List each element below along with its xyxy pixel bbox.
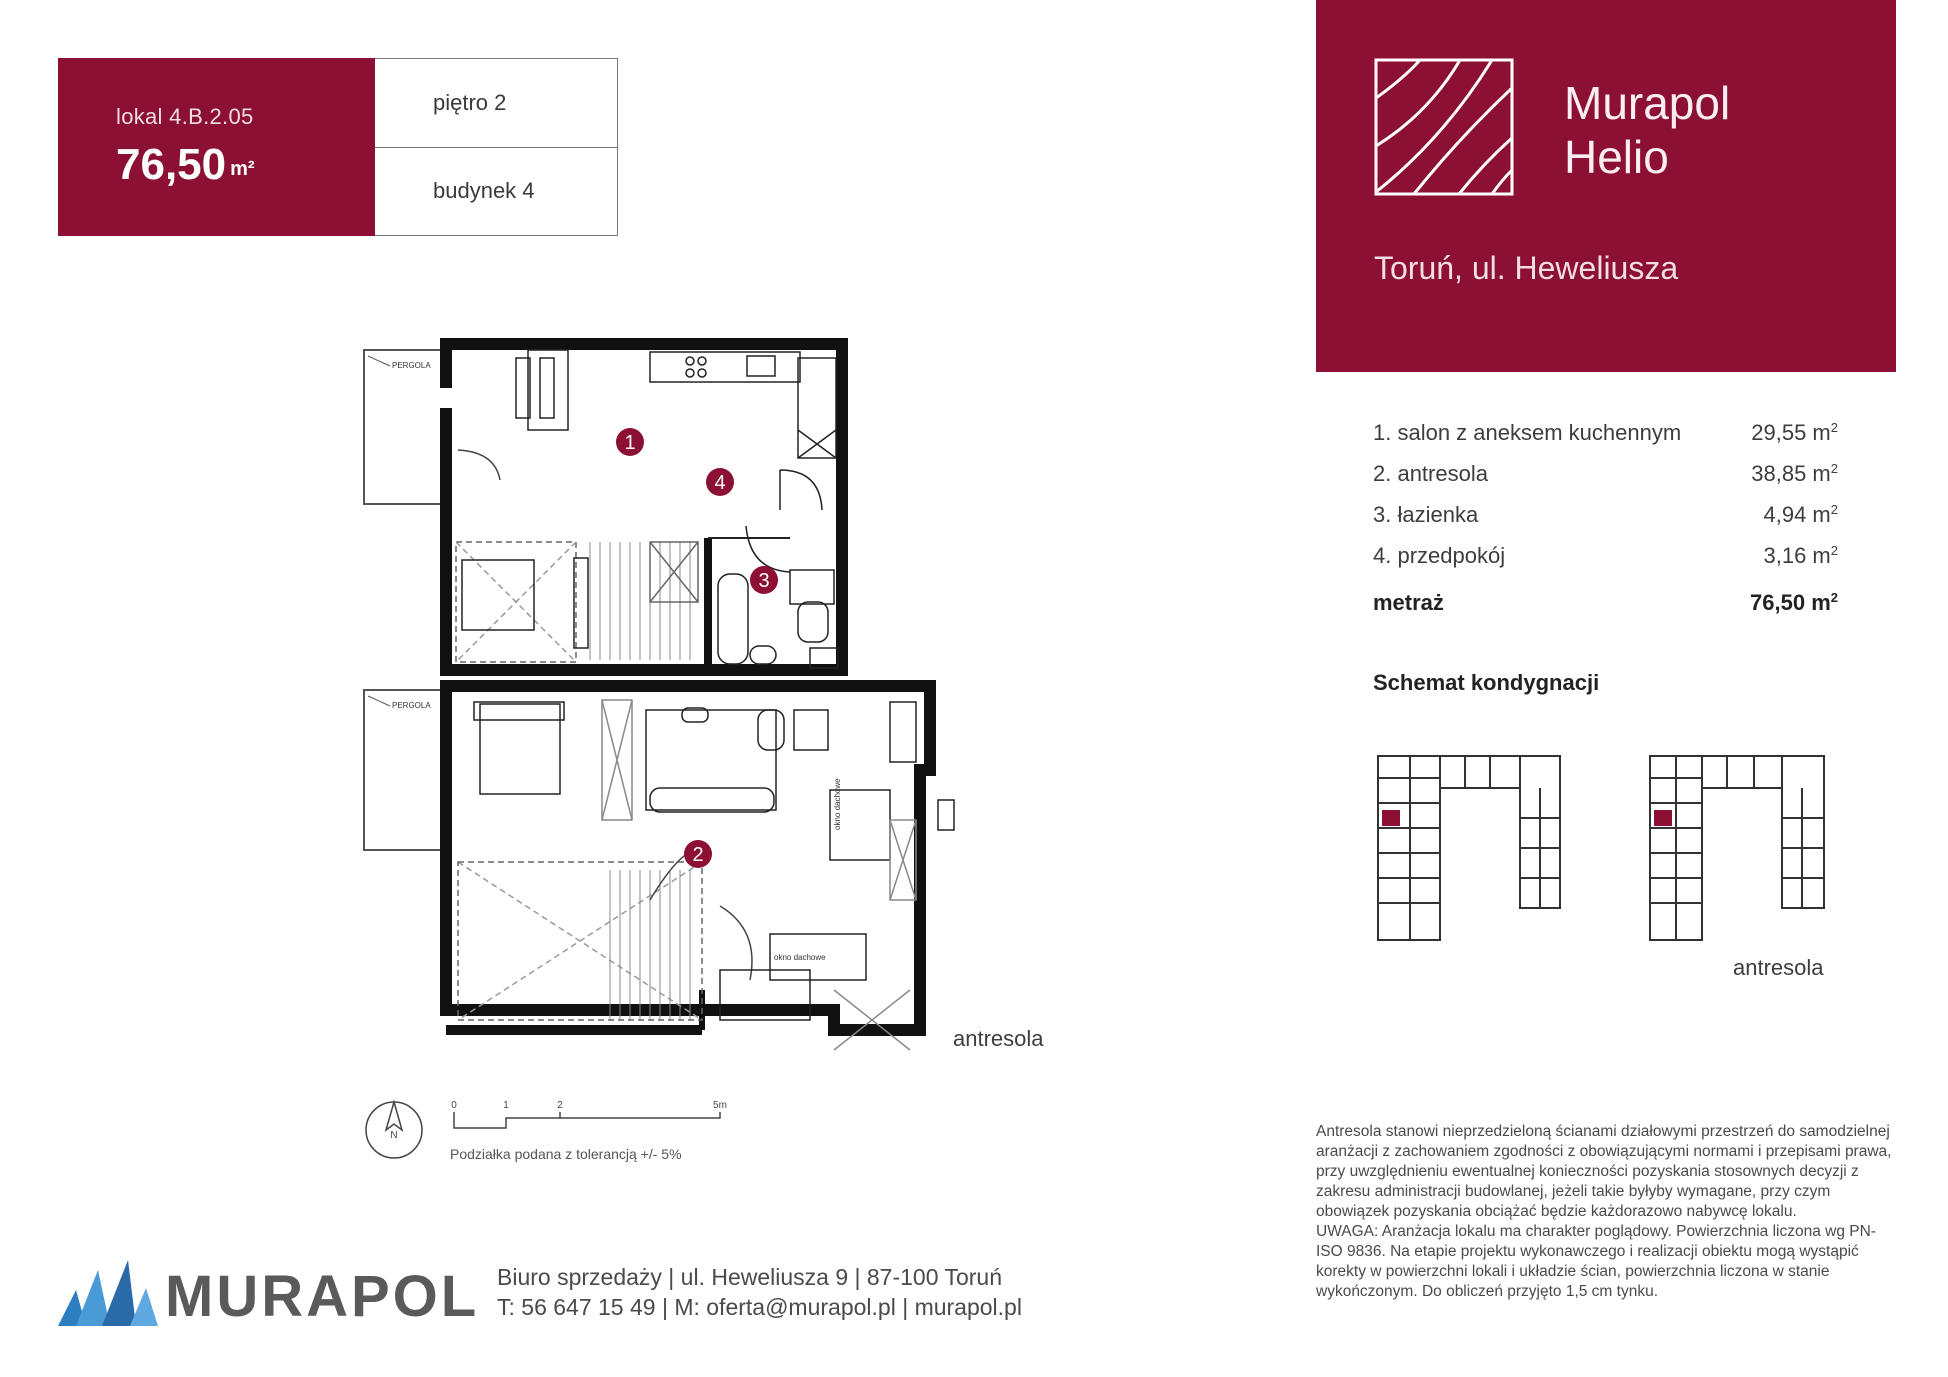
footer-brand-name: MURAPOL bbox=[165, 1264, 480, 1329]
schema-level-label: antresola bbox=[1733, 955, 1824, 980]
sales-office-contact bbox=[497, 1262, 1022, 1322]
room-name: 3. łazienka bbox=[1373, 502, 1479, 527]
room-number-3: 3 bbox=[758, 570, 770, 592]
mezzanine-note: Antresola stanowi nieprzedzieloną ścianami działowymi przestrzeń do samodzielnej aranżacji z zachowaniem zgodności z obowiązującymi normami i przepisami prawa, przy uwzględnieniu ewentualnej konieczności pozyskania stosownych decyzji z zakresu administracji budowlanej, jeżeli takie byłyby wymagane, przy czym obowiązek pozyskania obciążać będzie każdorazowo nabywcę lokalu. bbox=[1316, 1123, 1892, 1220]
plan-level-upper bbox=[364, 686, 954, 1050]
disclaimer-note: UWAGA: Aranżacja lokalu ma charakter poglądowy. Powierzchnia liczona wg PN-ISO 9836. Na etapie projektu wykonawczego i realizacji obiektu mogą wystąpić korekty w powierzchni lokali i układzie ścian, powierzchnia liczona w stanie wykończonym. Do obliczeń przyjęto 1,5 cm tynku. bbox=[1316, 1223, 1876, 1300]
unit-code: lokal 4.B.2.05 bbox=[116, 104, 254, 129]
unit-area bbox=[116, 140, 375, 190]
unit-building: budynek 4 bbox=[375, 147, 617, 236]
sales-office-address: Biuro sprzedaży | ul. Heweliusza 9 | 87-100 Toruń bbox=[497, 1264, 1003, 1290]
pergola-label-upper: PERGOLA bbox=[392, 361, 431, 370]
unit-area-value: 76,50 bbox=[116, 140, 227, 189]
pergola-label-lower: PERGOLA bbox=[392, 701, 431, 710]
room-area: 3,16 $m^2$ bbox=[1763, 543, 1838, 568]
project-address: Toruń, ul. Heweliusza bbox=[1374, 250, 1679, 286]
room-list bbox=[1373, 420, 1838, 631]
room-area: 29,55 $m^2$ bbox=[1751, 420, 1838, 445]
room-area: 4,94 $m^2$ bbox=[1763, 502, 1838, 527]
total-label: metraż bbox=[1373, 590, 1444, 615]
schema-title: Schemat kondygnacji bbox=[1373, 670, 1600, 695]
scale-ruler bbox=[454, 1112, 720, 1128]
scale-tick-0: 0 bbox=[451, 1100, 457, 1111]
room-name: 2. antresola bbox=[1373, 461, 1488, 486]
plan-level-lower bbox=[364, 344, 842, 670]
skylight-label-1: okno dachowe bbox=[833, 778, 842, 830]
sales-office-phone-email: T: 56 647 15 49 | M: oferta@murapol.pl | murapol.pl bbox=[497, 1294, 1022, 1320]
room-area: 38,85 $m^2$ bbox=[1751, 461, 1838, 486]
room-row bbox=[1373, 420, 1838, 461]
scale-tick-2: 2 bbox=[557, 1100, 563, 1111]
total-area: 76,50 $m^2$ bbox=[1750, 590, 1838, 615]
plan-level-label: antresola bbox=[953, 1026, 1044, 1051]
helio-logo-icon bbox=[1374, 58, 1514, 196]
room-row bbox=[1373, 461, 1838, 502]
floor-plan-drawing bbox=[350, 330, 970, 1060]
project-name bbox=[1564, 76, 1730, 184]
unit-info-box bbox=[58, 58, 618, 236]
room-row bbox=[1373, 543, 1838, 584]
scale-note: Podziałka podana z tolerancją +/- 5% bbox=[450, 1146, 682, 1162]
schema-building-right bbox=[1650, 756, 1824, 940]
room-name: 1. salon z aneksem kuchennym bbox=[1373, 420, 1682, 445]
unit-floor: piętro 2 bbox=[433, 89, 507, 115]
unit-details bbox=[375, 58, 618, 236]
project-name-line2: Helio bbox=[1564, 131, 1669, 183]
legal-notes bbox=[1316, 1122, 1896, 1302]
room-name: 4. przedpokój bbox=[1373, 543, 1506, 568]
unit-area-unit: m² bbox=[230, 158, 255, 180]
room-number-4: 4 bbox=[714, 472, 726, 494]
scale-tick-1: 1 bbox=[503, 1100, 509, 1111]
room-row bbox=[1373, 502, 1838, 543]
room-number-1: 1 bbox=[624, 432, 636, 454]
north-label: N bbox=[390, 1130, 398, 1141]
unit-summary bbox=[58, 58, 375, 236]
room-number-2: 2 bbox=[692, 844, 704, 866]
total-row bbox=[1373, 590, 1838, 631]
brand-panel bbox=[1316, 0, 1896, 372]
schema-building-left bbox=[1378, 756, 1560, 940]
scale-tick-5m: 5m bbox=[713, 1100, 727, 1111]
murapol-logo-icon bbox=[58, 1260, 158, 1326]
floor-schema-diagram bbox=[1370, 748, 1850, 948]
skylight-label-2: okno dachowe bbox=[774, 953, 826, 962]
project-name-line1: Murapol bbox=[1564, 77, 1731, 129]
